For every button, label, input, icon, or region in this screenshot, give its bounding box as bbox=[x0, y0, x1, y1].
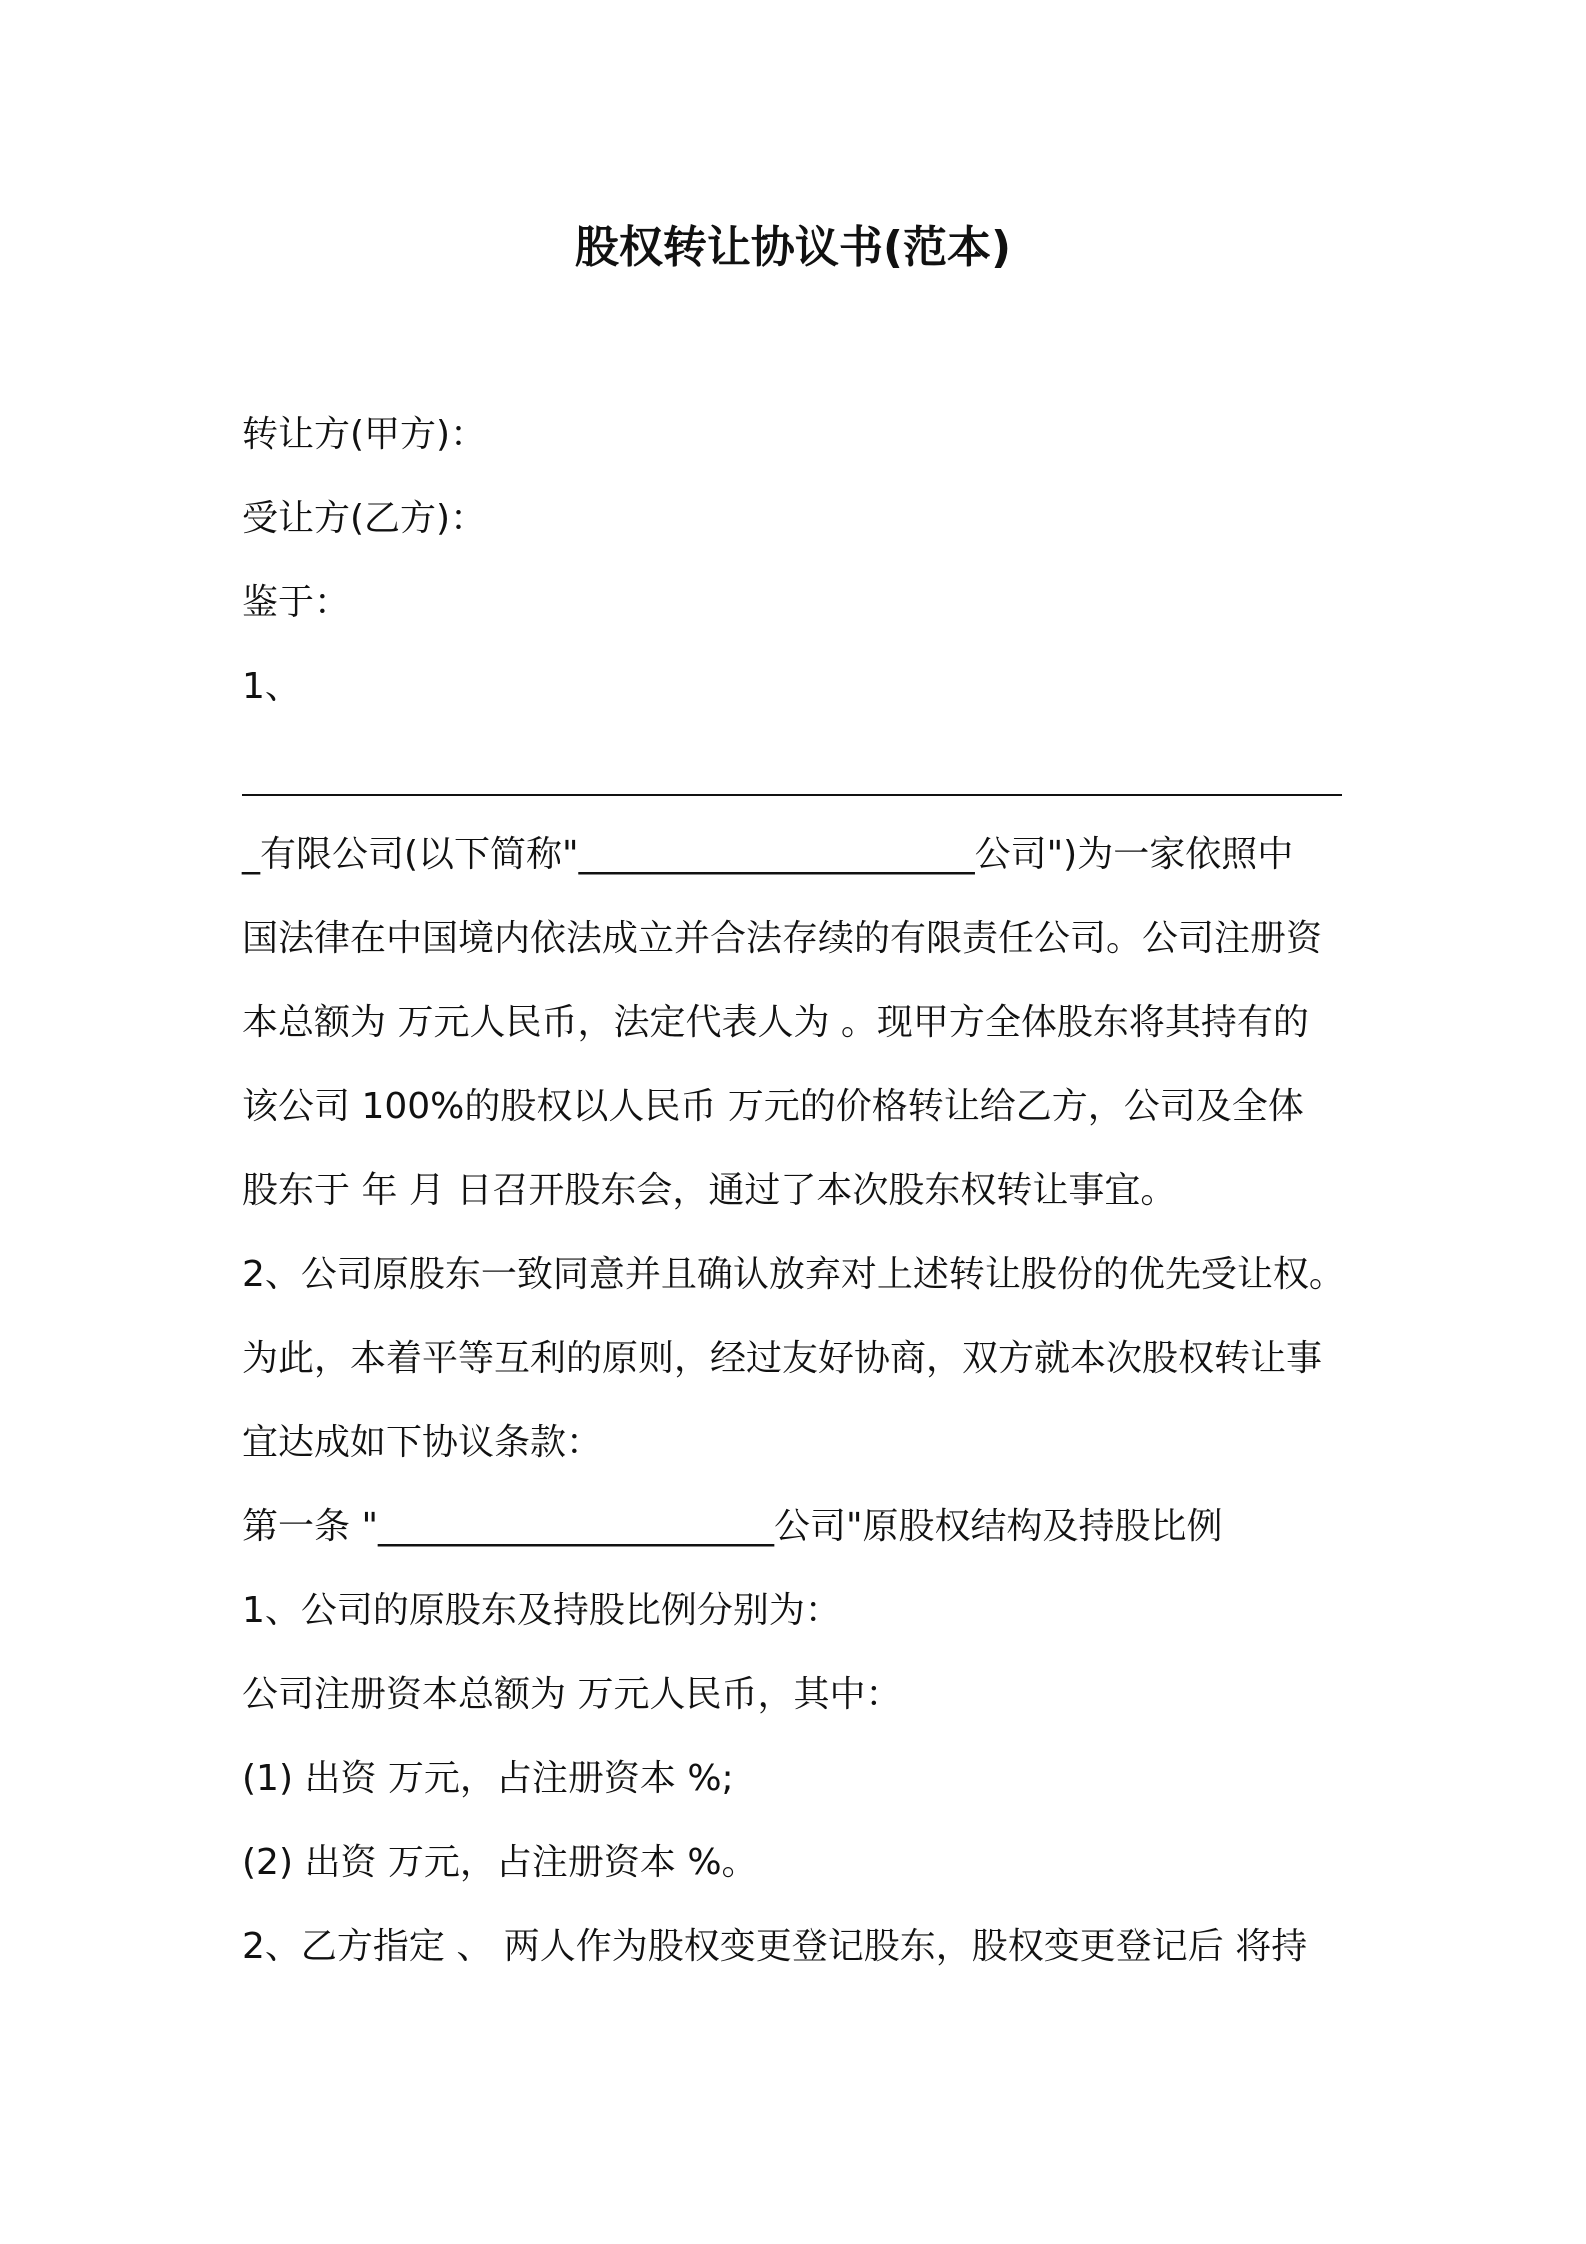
article-1-heading: 第一条 "______________________公司"原股权结构及持股比例 bbox=[242, 1506, 1223, 1547]
document-title: 股权转让协议书(范本) bbox=[574, 222, 1012, 273]
body-line-3: 本总额为 万元人民币，法定代表人为 。现甲方全体股东将其持有的 bbox=[242, 1002, 1309, 1043]
body-line-1: _有限公司(以下简称"______________________公司")为一家依照中 bbox=[242, 834, 1294, 875]
blank-company-name-rule bbox=[242, 794, 1342, 796]
item-1-marker: 1、 bbox=[242, 666, 301, 707]
body-line-7: 为此，本着平等互利的原则，经过友好协商，双方就本次股权转让事 bbox=[242, 1338, 1323, 1379]
body-line-10: 1、公司的原股东及持股比例分别为： bbox=[242, 1590, 841, 1631]
whereas-line: 鉴于： bbox=[242, 582, 351, 623]
transferee-line: 受让方(乙方)： bbox=[242, 498, 487, 539]
body-line-5: 股东于 年 月 日召开股东会，通过了本次股东权转让事宜。 bbox=[242, 1170, 1177, 1211]
body-line-8: 宜达成如下协议条款： bbox=[242, 1422, 603, 1463]
body-line-14: 2、乙方指定 、 两人作为股权变更登记股东，股权变更登记后 将持 bbox=[242, 1926, 1308, 1967]
body-line-4: 该公司 100%的股权以人民币 万元的价格转让给乙方，公司及全体 bbox=[242, 1086, 1304, 1127]
body-line-12: (1) 出资 万元，占注册资本 %; bbox=[242, 1758, 734, 1799]
body-line-6: 2、公司原股东一致同意并且确认放弃对上述转让股份的优先受让权。 bbox=[242, 1254, 1345, 1295]
transferor-line: 转让方(甲方)： bbox=[242, 414, 487, 455]
body-line-2: 国法律在中国境内依法成立并合法存续的有限责任公司。公司注册资 bbox=[242, 918, 1323, 959]
body-line-11: 公司注册资本总额为 万元人民币，其中： bbox=[242, 1674, 902, 1715]
body-line-13: (2) 出资 万元，占注册资本 %。 bbox=[242, 1842, 758, 1883]
